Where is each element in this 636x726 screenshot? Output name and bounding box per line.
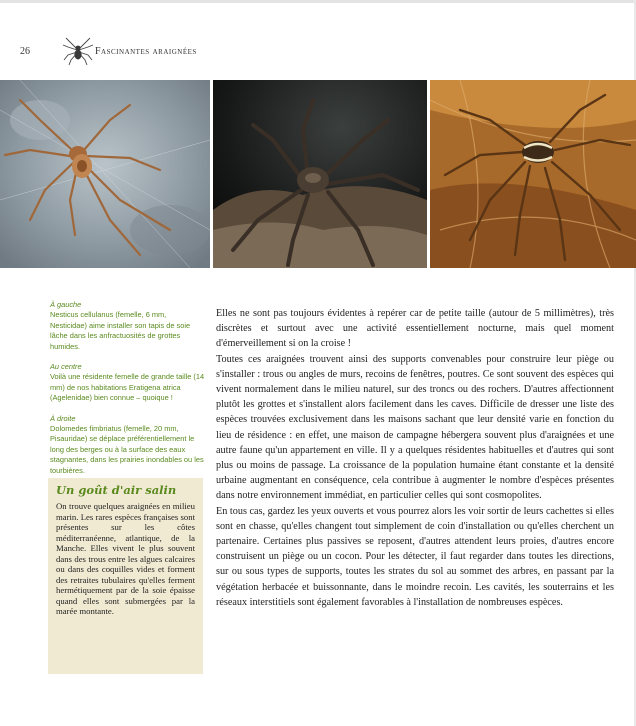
caption-center [50,362,205,404]
sidebar-text: On trouve quelques araignées en milieu marin. Les rares espèces françaises sont présentes sur les côtes méditerranéenne, atlantique, de la Manche. Elles vivent le plus souvent dans des trous entre les algues calcaires ou dans des coquilles vides et forment des retraites tubulaires qu'elles ferment hermétiquement par de la soie épaisse quand elles sont submergées par la marée montante. [56,501,195,616]
spider-photo-center [213,80,427,268]
sidebar-box [48,478,203,674]
page-header [0,36,636,66]
spider-photo-right [430,80,636,268]
paragraph: Toutes ces araignées trouvent ainsi des supports convenables pour construire leur piège ou s'installer : trous ou angles de murs, recoins de fenêtres, poutres. Ce sont souvent des espèces qui vivent normalement dans le milieu naturel, sur des troncs ou des rochers. D'autres affectionnent plutôt les grottes et s'installent alors facilement dans les caves. Difficile de dresser une liste des espèces trouvées exclusivement dans les maisons sachant que leur densité varie en fonction du lieu de résidence : en effet, une maison de campagne hébergera souvent plus d'araignées et une autre faune qu'un appartement en ville. Il y a quelques résidentes habituelles et d'autres qui sont plus ou moins de passage. La croissance de la population humaine étant constante et la densité urbaine augmentant en conséquence, cela contribue à augmenter le nombre d'espèces présentes dans notre environnement immédiat, en particulier celles qui sont cosmopolites. [216,353,614,502]
spider-photo-left [0,80,210,268]
spider-icon [58,36,98,66]
caption-heading: Au centre [50,362,82,372]
caption-text: Voilà une résidente femelle de grande taille (14 mm) de nos habitations Eratigena atrica (Agelenidae) bien connue – quoique ! [50,372,205,403]
page-number: 26 [20,46,30,57]
paragraph: En tous cas, gardez les yeux ouverts et vous pourrez alors les voir sortir de leurs cachettes si elles sont en chasse, qu'elles changent tout simplement de coin d'installation ou qu'elles cherchent un partenaire. Certaines plus passives se reposent, d'autres attendent leurs proies, d'autres encore construisent un piège ou un cocon. Pour les détecter, il faut regarder dans toutes les directions, sur ou sous types de supports, toutes les strates du sol au sommet des arbres, en passant par la végétation herbacée et buissonnante, dans le moindre recoin. Les cavités, les souterrains et les réseaux interstitiels sont également favorables à l'installation de nombreuses espèces. [216,505,614,608]
caption-text: Dolomedes fimbriatus (femelle, 20 mm, Pisauridae) se déplace préférentiellement le long des berges ou à la surface des eaux stagnantes, dans les prairies inondables ou les tourbières. [50,424,204,475]
paragraph: Elles ne sont pas toujours évidentes à repérer car de petite taille (autour de 5 millimètres), très discrètes et surtout avec une activité essentiellement nocturne, mais quel moment d'émerveillement si on la croise ! [216,308,614,350]
caption-left [50,300,205,352]
caption-text: Nesticus cellulanus (femelle, 6 mm, Nesticidae) aime installer son tapis de soie lâche dans les anfractuosités de grottes humides. [50,310,191,351]
caption-heading: À droite [50,413,76,423]
spider-photo-icon [430,80,636,268]
caption-right [50,414,205,476]
photo-captions [50,300,205,486]
spider-photo-icon [213,80,427,268]
page-edge [0,0,636,3]
sidebar-title: Un goût d'air salin [56,483,177,497]
spider-photo-icon [0,80,210,268]
caption-heading: À gauche [50,300,82,309]
main-text [216,306,614,610]
running-title: Fascinantes araignées [95,46,197,57]
